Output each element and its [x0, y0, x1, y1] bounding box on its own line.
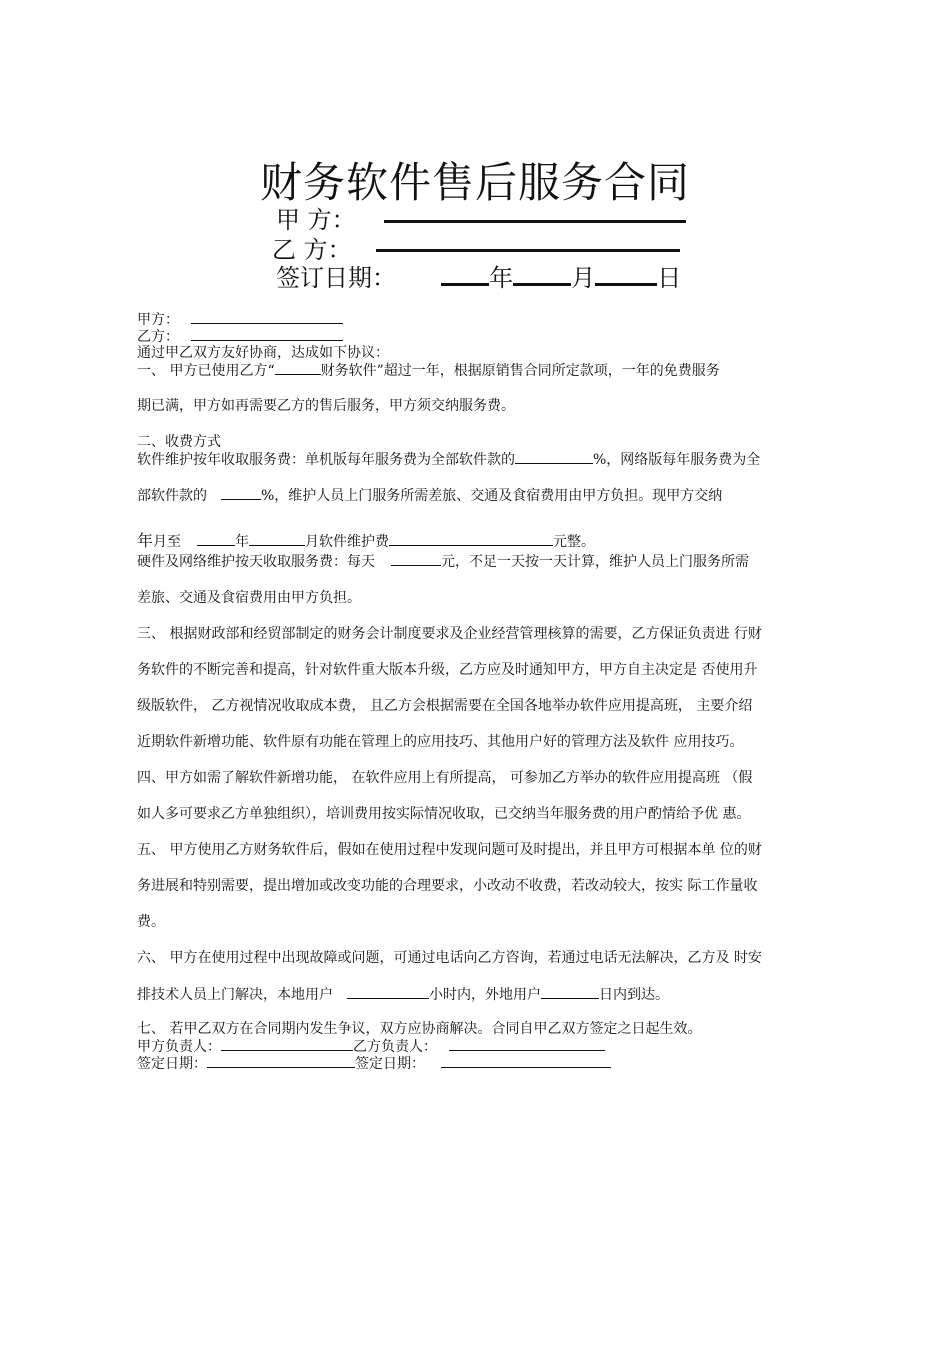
- clause7-line1: 七、 若甲乙双方在合同期内发生争议，双方应协商解决。合同自甲乙双方签定之日起生效。: [137, 1021, 702, 1037]
- clause5-line2: 务进展和特别需要，提出增加或改变功能的合理要求，小改动不收费，若改动较大，按实 际工作量收: [137, 878, 758, 894]
- cover-sign-date: [276, 258, 681, 293]
- clause3-line2: 务软件的不断完善和提高，针对软件重大版本升级，乙方应及时通知甲方，甲方自主决定是 否使用升: [137, 662, 758, 678]
- party-b-rep-label: 乙方负责人：: [353, 1039, 437, 1055]
- party-a-date-label: 签定日期：: [137, 1056, 207, 1072]
- signature-rep-line: [137, 1038, 605, 1055]
- clause2-l2-text-b: %，维护人员上门服务所需差旅、交通及食宿费用由甲方负担。现甲方交纳: [261, 488, 723, 504]
- end-year-blank[interactable]: [197, 533, 235, 546]
- cover-day-blank[interactable]: [595, 261, 657, 286]
- clause1-line2: 期已满，甲方如再需要乙方的售后服务，甲方须交纳服务费。: [137, 398, 515, 414]
- clause2-l1-text-a: 软件维护按年收取服务费：单机版每年服务费为全部软件款的: [137, 452, 515, 468]
- signature-date-line: [137, 1055, 611, 1072]
- clause3-line3: 级版软件， 乙方视情况收取成本费， 且乙方会根据需要在全国各地举办软件应用提高班， 主要介绍: [137, 698, 753, 714]
- cover-party-b-blank[interactable]: [376, 249, 680, 252]
- cover-year-blank[interactable]: [441, 261, 489, 286]
- clause1-software-blank[interactable]: [275, 362, 321, 375]
- cover-month-blank[interactable]: [513, 261, 571, 286]
- cover-month-label: 月: [571, 264, 596, 292]
- party-a-date-blank[interactable]: [207, 1055, 355, 1068]
- party-b-line: [137, 328, 343, 345]
- clause2-l2-text-a: 部软件款的: [137, 488, 207, 504]
- remote-days-blank[interactable]: [541, 986, 599, 999]
- clause2-l4-text-a: 硬件及网络维护按天收取服务费：每天: [137, 554, 375, 570]
- clause2-l1-text-b: %，网络版每年服务费为全: [593, 452, 761, 468]
- maintenance-fee-blank[interactable]: [389, 533, 553, 546]
- contract-title: 财务软件售后服务合同: [259, 158, 690, 207]
- clause6-l2-text-b: 小时内，外地用户: [429, 987, 541, 1003]
- party-b-date-label: 签定日期：: [355, 1056, 425, 1072]
- clause2-l3-yuan: 元整。: [553, 534, 596, 550]
- clause1-line1: [137, 362, 720, 379]
- clause2-l4-text-b: 元，不足一天按一天计算，维护人员上门服务所需: [441, 554, 749, 570]
- clause5-line1: 五、 甲方使用乙方财务软件后，假如在使用过程中发现问题可及时提出，并且甲方可根据本单 位的财: [137, 842, 762, 858]
- clause3-line1: 三、 根据财政部和经贸部制定的财务会计制度要求及企业经营管理核算的需要，乙方保证负责进 行财: [137, 626, 762, 642]
- clause2-l3-fee: 月软件维护费: [305, 534, 390, 550]
- network-percent-blank[interactable]: [221, 487, 261, 500]
- party-a-line: [137, 311, 343, 328]
- cover-party-b-label: 乙 方：: [272, 236, 352, 264]
- party-a-rep-blank[interactable]: [221, 1038, 353, 1051]
- clause2-l3-year: 年: [235, 534, 250, 550]
- standalone-percent-blank[interactable]: [515, 451, 593, 464]
- party-b-blank[interactable]: [191, 328, 343, 341]
- cover-party-a-blank[interactable]: [384, 220, 686, 223]
- clause5-line3: 费。: [137, 914, 165, 930]
- clause1-text-a: 一、 甲方已使用乙方“: [137, 363, 275, 379]
- party-b-rep-blank[interactable]: [449, 1038, 605, 1051]
- local-hours-blank[interactable]: [347, 986, 429, 999]
- clause2-line5: 差旅、交通及食宿费用由甲方负担。: [137, 590, 361, 606]
- end-month-blank[interactable]: [249, 533, 305, 546]
- cover-day-label: 日: [657, 264, 682, 292]
- cover-sign-date-label: 签订日期：: [276, 264, 396, 292]
- clause6-l2-text-c: 日内到达。: [599, 987, 669, 1003]
- party-a-blank[interactable]: [191, 311, 343, 324]
- intro-text: 通过甲乙双方友好协商，达成如下协议：: [137, 345, 389, 361]
- clause2-l3-year-start: 年: [137, 531, 154, 550]
- party-b-label: 乙方：: [137, 329, 179, 345]
- clause6-line1: 六、 甲方在使用过程中出现故障或问题，可通过电话向乙方咨询，若通过电话无法解决，乙方及 时安: [137, 950, 762, 966]
- clause2-line3: [137, 533, 595, 550]
- clause3-line4: 近期软件新增功能、软件原有功能在管理上的应用技巧、其他用户好的管理方法及软件 应用技巧。: [137, 734, 744, 750]
- daily-fee-blank[interactable]: [391, 553, 441, 566]
- party-b-date-blank[interactable]: [441, 1055, 611, 1068]
- clause2-line4: [137, 553, 749, 570]
- clause2-line2: [137, 487, 722, 504]
- cover-year-label: 年: [489, 264, 514, 292]
- clause2-heading: 二、收费方式: [137, 434, 221, 450]
- party-a-rep-label: 甲方负责人：: [137, 1039, 221, 1055]
- clause2-l3-month-to: 月至: [153, 534, 182, 550]
- cover-party-a-label: 甲 方：: [276, 206, 356, 234]
- clause4-line2: 如人多可要求乙方单独组织），培训费用按实际情况收取，已交纳当年服务费的用户酌情给予优 惠。: [137, 806, 751, 822]
- clause6-l2-text-a: 排技术人员上门解决，本地用户: [137, 987, 333, 1003]
- clause4-line1: 四、甲方如需了解软件新增功能， 在软件应用上有所提高， 可参加乙方举办的软件应用提高班 （假: [137, 770, 753, 786]
- clause2-line1: [137, 451, 760, 468]
- clause6-line2: [137, 986, 669, 1003]
- clause1-text-b: 财务软件”超过一年，根据原销售合同所定款项，一年的免费服务: [320, 363, 720, 379]
- party-a-label: 甲方：: [137, 312, 179, 328]
